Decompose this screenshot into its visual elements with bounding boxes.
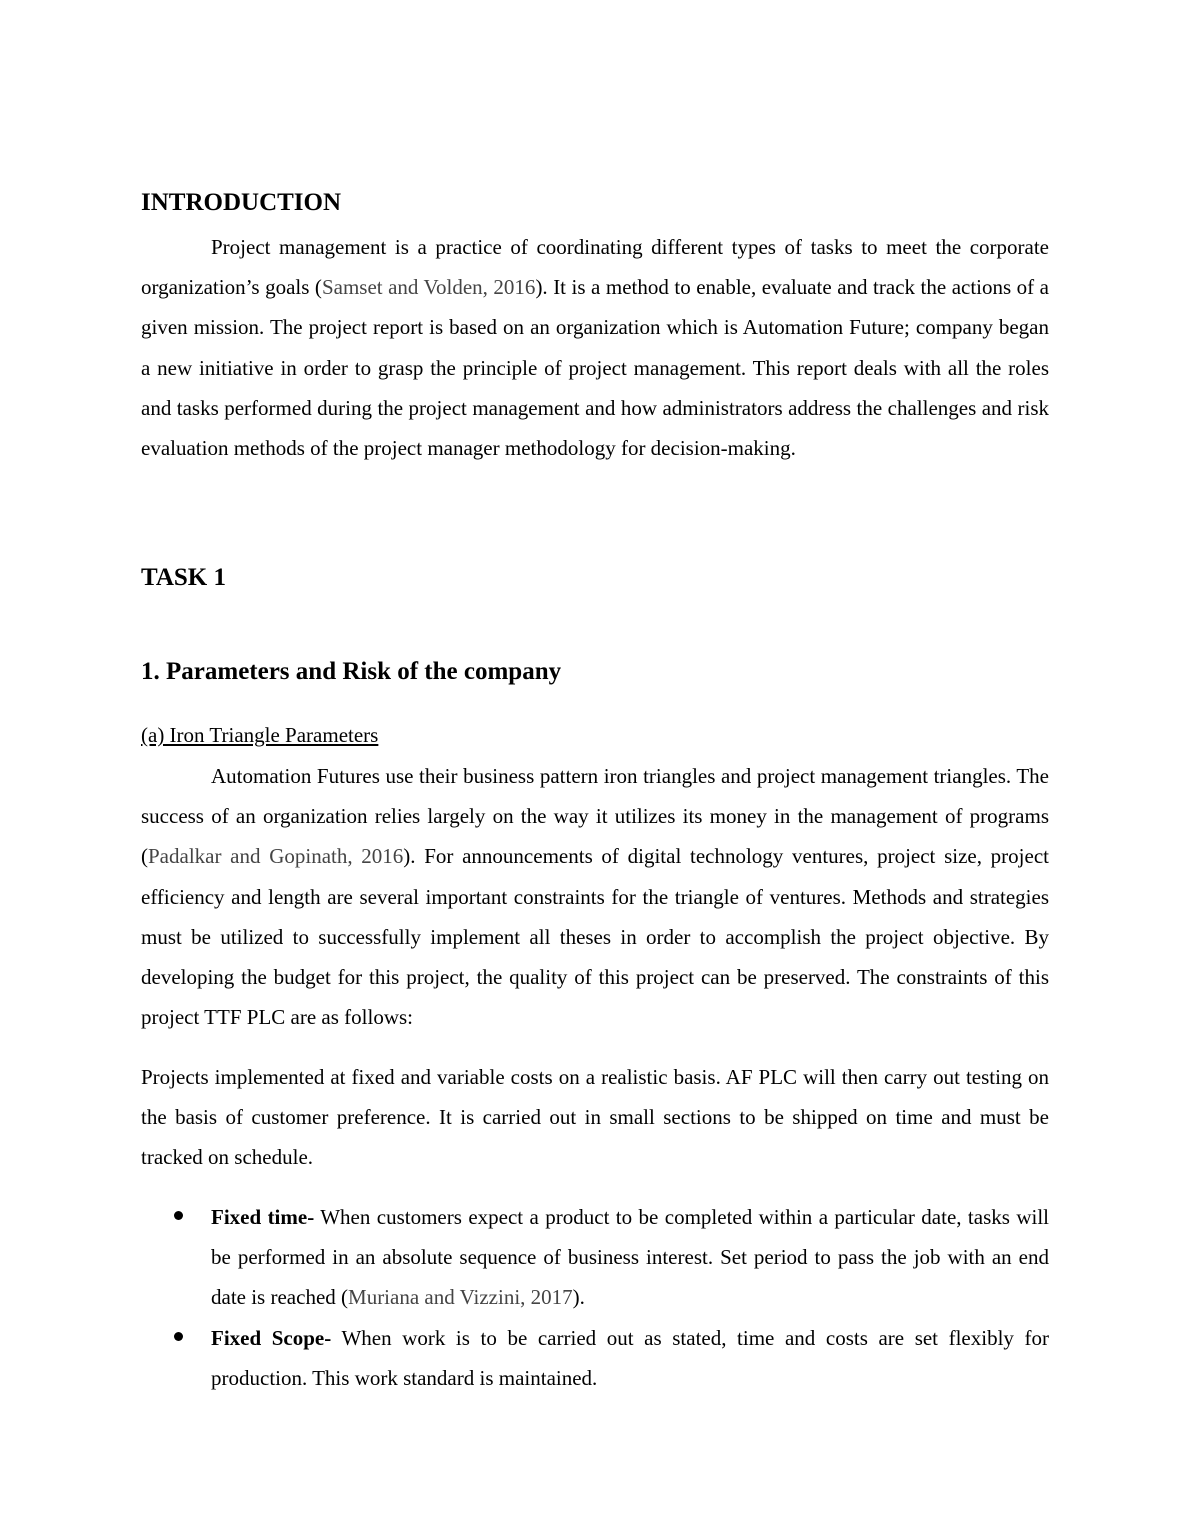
bullet-text: When customers expect a product to be completed within a particular date, tasks will be performed in an absolute sequence of business interest. Set period to pass the job with an end date is reached ( bbox=[211, 1205, 1049, 1310]
citation: Muriana and Vizzini, 2017 bbox=[348, 1285, 573, 1310]
iron-triangle-paragraph bbox=[141, 756, 1049, 1037]
bullet-icon bbox=[174, 1332, 183, 1341]
list-item bbox=[141, 1197, 1049, 1318]
projects-paragraph: Projects implemented at fixed and variable costs on a realistic basis. AF PLC will then carry out testing on the basis of customer preference. It is carried out in small sections to be shipped on time and must be tracked on schedule. bbox=[141, 1065, 1049, 1170]
section-heading: 1. Parameters and Risk of the company bbox=[141, 658, 562, 685]
paragraph-text: Automation Futures use their business pattern iron triangles and project management triangles. The success of an organization relies largely on the way it utilizes its money in the management of programs ( bbox=[141, 764, 1049, 869]
bullet-term: Fixed Scope- bbox=[211, 1325, 332, 1350]
task-heading: TASK 1 bbox=[141, 564, 226, 591]
bullet-term: Fixed time- bbox=[211, 1205, 315, 1229]
bullet-text: When work is to be carried out as stated, time and costs are set flexibly for production. This work standard is maintained. bbox=[211, 1325, 1049, 1390]
paragraph-text: ). For announcements of digital technology ventures, project size, project efficiency and length are several important constraints for the triangle of ventures. Methods and strategies must be utilized to successfully implement all theses in order to accomplish the project objective. By developing the budget for this project, the quality of this project can be preserved. The constraints of this project TTF PLC are as follows: bbox=[141, 844, 1049, 1030]
introduction-heading: INTRODUCTION bbox=[141, 189, 342, 216]
sub-heading: (a) Iron Triangle Parameters bbox=[141, 723, 379, 747]
bullet-text: ). bbox=[572, 1285, 585, 1310]
constraints-list bbox=[141, 1197, 1049, 1398]
paragraph-text: Project management is a practice of coordinating different types of tasks to meet the corporate organization’s goals ( bbox=[141, 235, 1049, 300]
citation: Samset and Volden, 2016 bbox=[321, 275, 536, 300]
citation: Padalkar and Gopinath, 2016 bbox=[148, 844, 404, 869]
introduction-paragraph bbox=[141, 227, 1049, 468]
list-item bbox=[141, 1318, 1049, 1398]
paragraph-text: ). It is a method to enable, evaluate and track the actions of a given mission. The project report is based on an organization which is Automation Future; company began a new initiative in order to grasp the principle of project management. This report deals with all the roles and tasks performed during the project management and how administrators address the challenges and risk evaluation methods of the project manager methodology for decision-making. bbox=[141, 275, 1050, 461]
bullet-icon bbox=[174, 1211, 183, 1220]
